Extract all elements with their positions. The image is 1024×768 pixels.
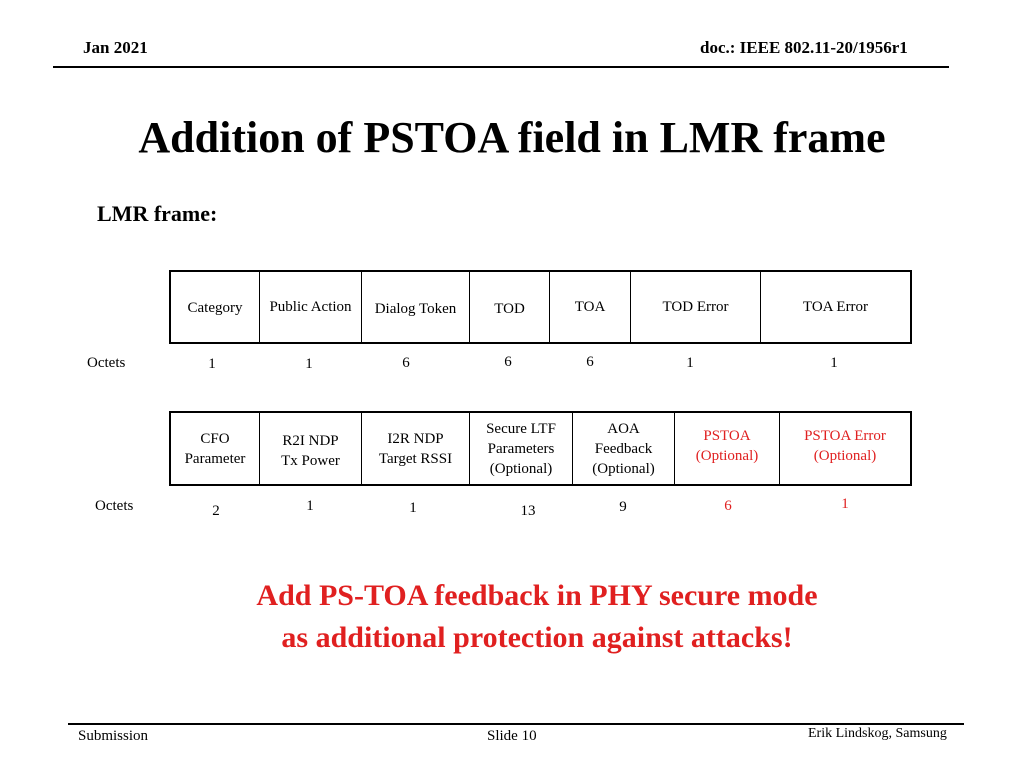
field-tod-error: TOD Error: [631, 272, 761, 342]
lmr-frame-label: LMR frame:: [97, 201, 218, 226]
field-dialog-token: Dialog Token: [362, 272, 470, 342]
octets-pstoa-error: 1: [841, 496, 849, 512]
header-doc-id: doc.: IEEE 802.11-20/1956r1: [700, 38, 908, 57]
field-aoa-line-3: (Optional): [592, 460, 655, 477]
field-secure-ltf-parameters: [470, 413, 573, 484]
field-pstoa-line-1: PSTOA: [703, 427, 751, 444]
field-aoa-feedback: [573, 413, 675, 484]
octets-toa-error: 1: [830, 355, 838, 371]
header-divider: [53, 66, 949, 68]
field-cfo-parameter: [171, 413, 260, 484]
octets-toa: 6: [586, 354, 594, 370]
field-cfo-line-2: Parameter: [184, 450, 246, 467]
field-r2i-ndp-tx-power: [260, 413, 362, 484]
callout-line-1: Add PS-TOA feedback in PHY secure mode: [256, 579, 818, 612]
field-pstoa-error-line-2: (Optional): [813, 447, 877, 464]
callout-text: [0, 575, 1024, 659]
field-secure-ltf-line-3: (Optional): [489, 460, 553, 477]
field-i2r-line-1: I2R NDP: [387, 430, 444, 447]
lmr-frame-row-1: [169, 270, 912, 344]
field-public-action: Public Action: [260, 272, 362, 342]
octets-i2r-ndp-target-rssi: 1: [409, 500, 417, 516]
footer-slide-number: Slide 10: [487, 728, 537, 744]
field-aoa-line-1: AOA: [607, 420, 640, 437]
footer-divider: [68, 723, 964, 725]
slide-title: Addition of PSTOA field in LMR frame: [138, 113, 886, 162]
octets-tod: 6: [504, 354, 512, 370]
footer-submission: Submission: [78, 728, 149, 744]
field-pstoa-line-2: (Optional): [695, 447, 759, 464]
field-i2r-line-2: Target RSSI: [378, 450, 453, 467]
octets-label-row-2: Octets: [95, 498, 134, 514]
header-date: Jan 2021: [83, 38, 148, 57]
field-toa-error: TOA Error: [802, 299, 869, 315]
field-i2r-ndp-target-rssi: [362, 413, 470, 484]
field-toa: TOA: [550, 272, 631, 342]
octets-public-action: 1: [305, 356, 313, 372]
octets-secure-ltf-parameters: 13: [520, 503, 536, 519]
field-secure-ltf-line-2: Parameters: [487, 440, 555, 457]
field-aoa-line-2: Feedback: [594, 440, 653, 457]
lmr-frame-row-2: [169, 411, 912, 486]
octets-label-row-1: Octets: [87, 355, 126, 371]
octets-cfo-parameter: 2: [212, 503, 220, 519]
field-r2i-line-1: R2I NDP: [282, 432, 339, 449]
octets-pstoa: 6: [724, 498, 732, 514]
field-pstoa: [675, 413, 780, 484]
octets-aoa-feedback: 9: [619, 499, 627, 515]
field-cfo-line-1: CFO: [200, 430, 230, 447]
field-pstoa-error-line-1: PSTOA Error: [804, 427, 886, 444]
callout-line-2: as additional protection against attacks!: [281, 621, 793, 654]
octets-r2i-ndp-tx-power: 1: [306, 498, 314, 514]
field-r2i-line-2: Tx Power: [281, 452, 340, 469]
footer-author: Erik Lindskog, Samsung: [808, 726, 947, 741]
octets-category: 1: [208, 356, 216, 372]
octets-dialog-token: 6: [402, 355, 410, 371]
field-tod: TOD: [470, 272, 550, 342]
field-category: Category: [171, 272, 260, 342]
octets-tod-error: 1: [686, 355, 694, 371]
field-secure-ltf-line-1: Secure LTF: [486, 420, 556, 437]
field-pstoa-error: [780, 413, 910, 484]
